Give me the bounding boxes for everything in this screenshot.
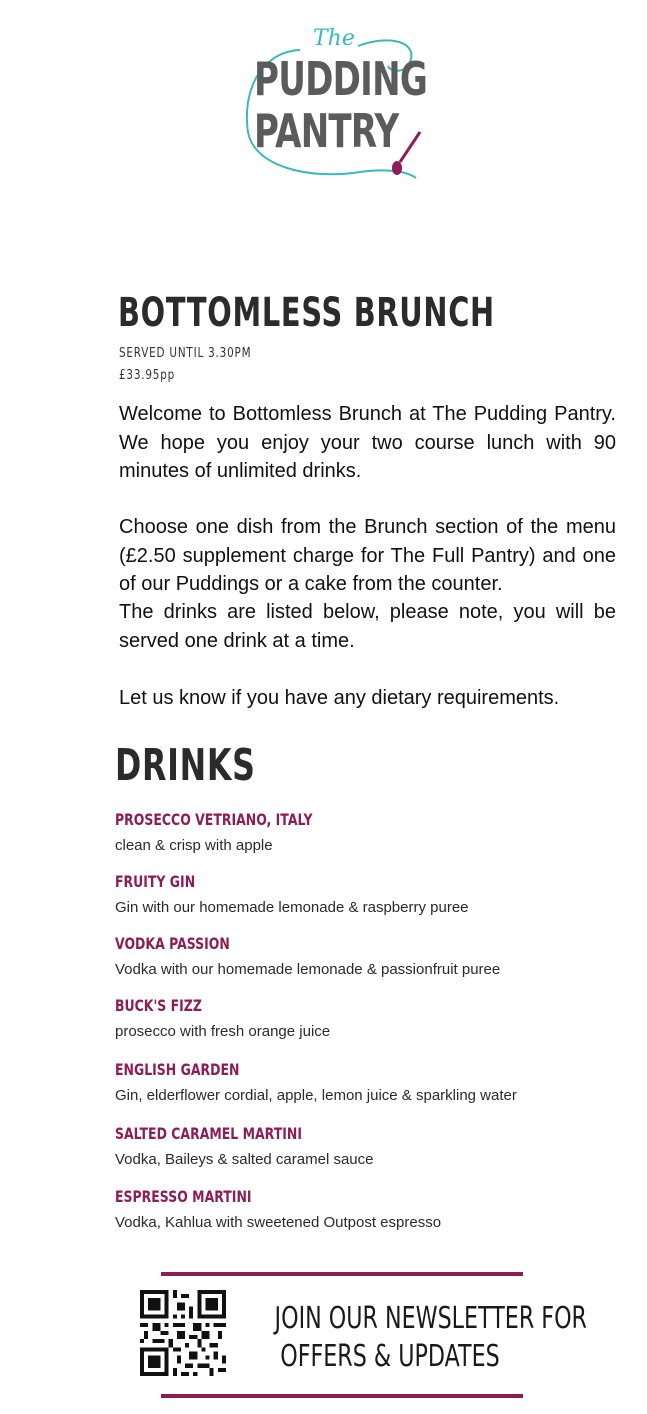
drinks-heading: DRINKS: [115, 740, 256, 791]
drink-item: [115, 996, 330, 1040]
newsletter-callout: [234, 1300, 587, 1376]
drink-name: FRUITY GIN: [115, 872, 196, 891]
drink-item: [115, 1060, 517, 1104]
logo-pudding: PUDDING: [254, 52, 428, 106]
served-until: SERVED UNTIL 3.30PM: [119, 346, 252, 361]
price: £33.95pp: [119, 368, 175, 383]
drink-description: Gin with our homemade lemonade & raspberry puree: [115, 899, 469, 916]
drinks-note-paragraph: The drinks are listed below, please note, you will be served one drink at a time.: [119, 601, 616, 652]
drink-name: SALTED CARAMEL MARTINI: [115, 1124, 302, 1143]
drink-description: Vodka with our homemade lemonade & passionfruit puree: [115, 961, 501, 978]
qr-code-icon[interactable]: [140, 1290, 226, 1376]
drink-name: BUCK'S FIZZ: [115, 996, 202, 1015]
drink-item: [115, 1124, 373, 1168]
divider-top: [161, 1272, 523, 1276]
divider-bottom: [161, 1394, 523, 1398]
drink-item: [115, 934, 500, 978]
logo-pantry: PANTRY: [254, 104, 399, 158]
drink-name: ESPRESSO MARTINI: [115, 1187, 252, 1206]
drink-name: VODKA PASSION: [115, 934, 230, 953]
intro-paragraph: Welcome to Bottomless Brunch at The Pudding Pantry. We hope you enjoy your two course lunch with 90 minutes of unlimited drinks.: [119, 403, 616, 482]
drink-description: Vodka, Kahlua with sweetened Outpost espresso: [115, 1214, 442, 1231]
drink-description: Gin, elderflower cordial, apple, lemon juice & sparkling water: [115, 1087, 517, 1104]
drink-item: [115, 1187, 441, 1231]
logo: [240, 22, 430, 182]
drink-item: [115, 810, 368, 854]
drink-description: clean & crisp with apple: [115, 837, 273, 854]
page-title: BOTTOMLESS BRUNCH: [118, 290, 495, 336]
dietary-paragraph: Let us know if you have any dietary requirements.: [119, 687, 560, 709]
logo-the: The: [313, 26, 355, 51]
instructions-paragraph: Choose one dish from the Brunch section of the menu (£2.50 supplement charge for The Full Pantry) and one of our Puddings or a cake from the counter.: [119, 516, 616, 595]
drink-description: prosecco with fresh orange juice: [115, 1023, 331, 1040]
drink-description: Vodka, Baileys & salted caramel sauce: [115, 1151, 374, 1168]
drink-item: [115, 872, 469, 916]
newsletter-line-1: JOIN OUR NEWSLETTER FOR: [274, 1301, 587, 1336]
drink-name: ENGLISH GARDEN: [115, 1060, 240, 1079]
newsletter-line-2: OFFERS & UPDATES: [280, 1339, 500, 1374]
drink-name: PROSECCO VETRIANO, ITALY: [115, 810, 313, 829]
